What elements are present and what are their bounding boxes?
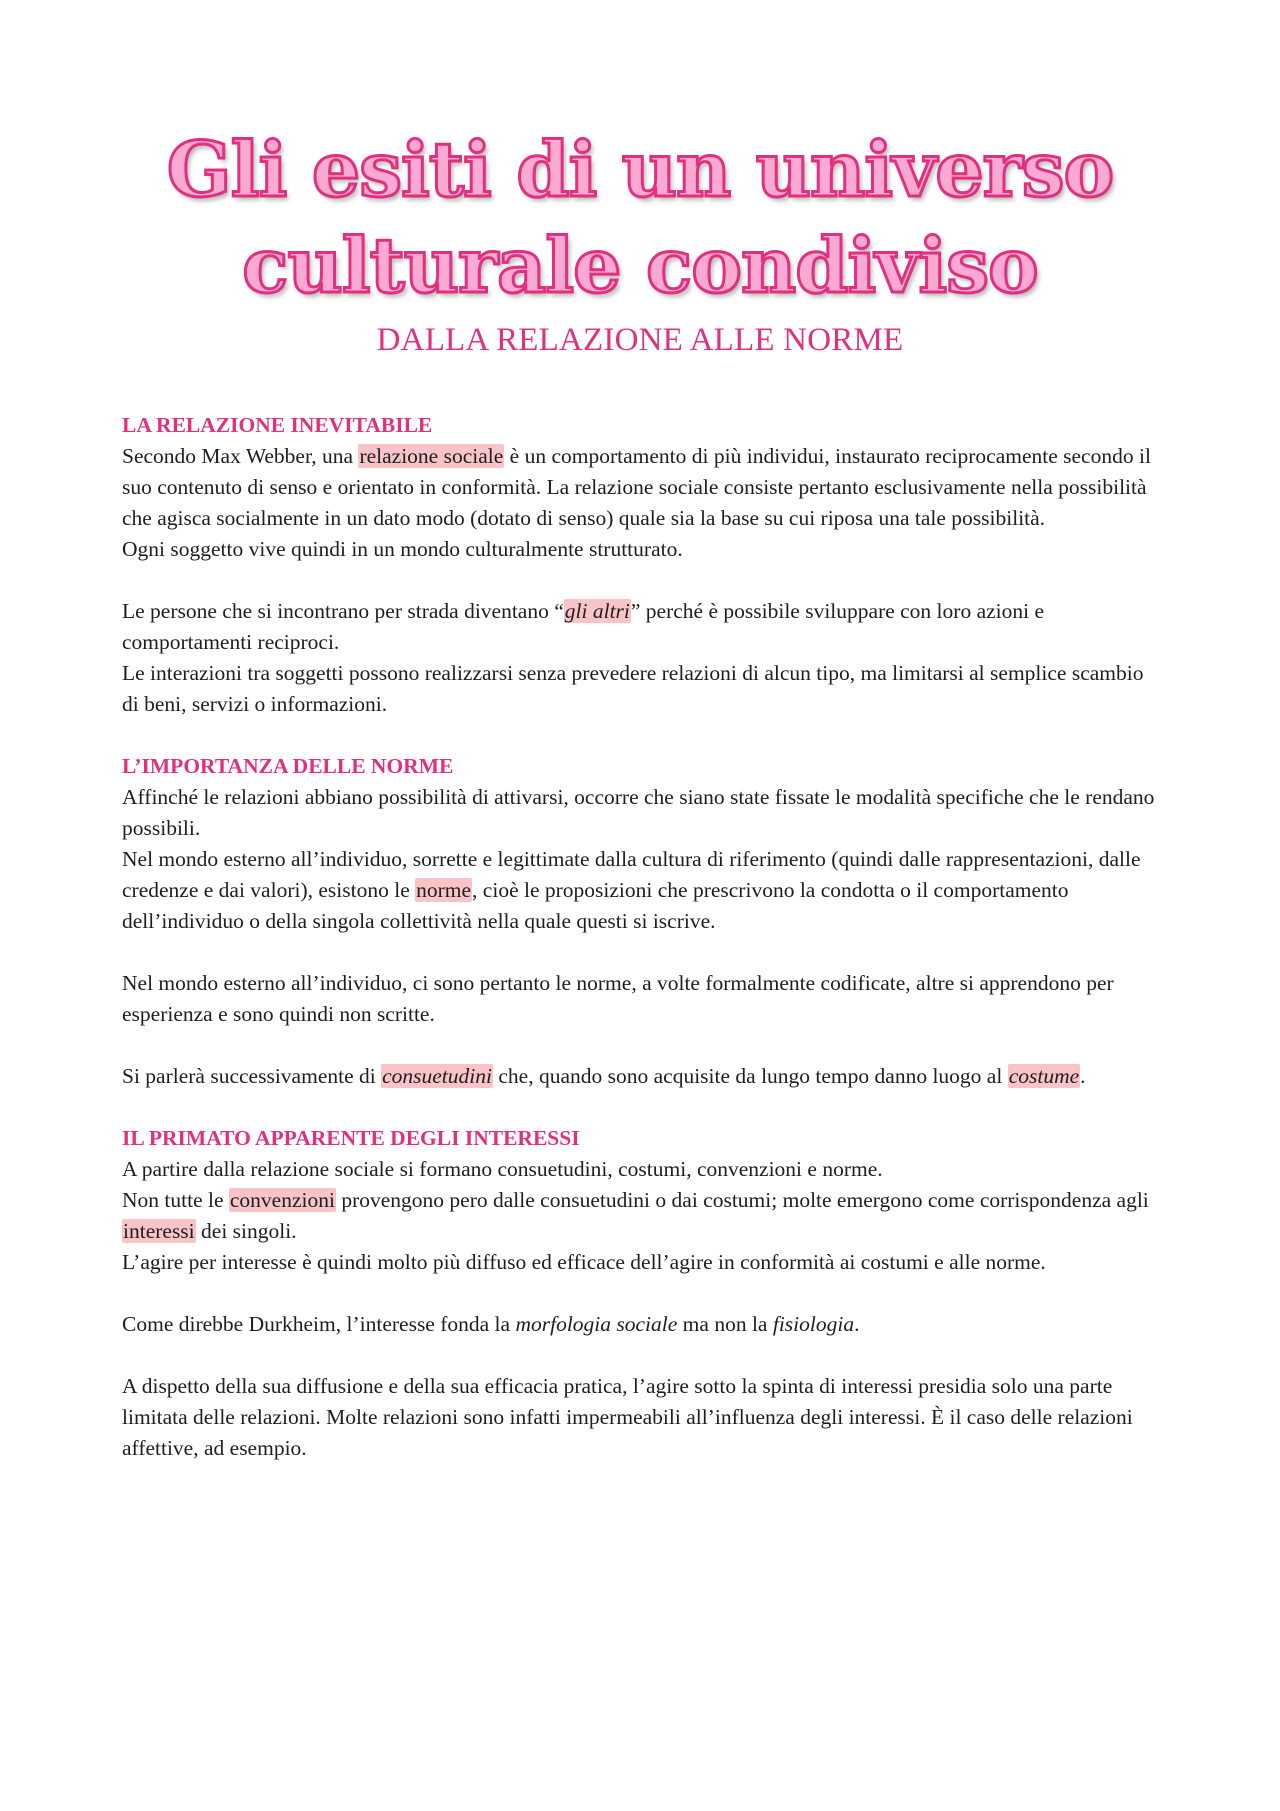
title-line-1: Gli esiti di un universo bbox=[166, 125, 1114, 214]
paragraph: Non tutte le convenzioni provengono pero dalle consuetudini o dai costumi; molte emergono come corrispondenza agli interessi dei singoli. bbox=[122, 1188, 1149, 1243]
section-heading-norme: L’IMPORTANZA DELLE NORME bbox=[122, 754, 454, 778]
section-heading-interessi: IL PRIMATO APPARENTE DEGLI INTERESSI bbox=[122, 1126, 580, 1150]
highlight-interessi: interessi bbox=[123, 1219, 195, 1243]
paragraph: Ogni soggetto vive quindi in un mondo culturalmente strutturato. bbox=[122, 537, 683, 561]
paragraph: Nel mondo esterno all’individuo, ci sono pertanto le norme, a volte formalmente codificate, altre si apprendono per esperienza e sono quindi non scritte. bbox=[122, 971, 1114, 1026]
paragraph: A dispetto della sua diffusione e della sua efficacia pratica, l’agire sotto la spinta di interessi presidia solo una parte limitata delle relazioni. Molte relazioni sono infatti impermeabili all’influenza degli interessi. È il caso delle relazioni affettive, ad esempio. bbox=[122, 1374, 1133, 1460]
highlight-norme: norme bbox=[416, 878, 472, 902]
highlight-gli-altri: gli altri bbox=[564, 599, 630, 623]
highlight-costume: costume bbox=[1008, 1064, 1080, 1088]
paragraph: A partire dalla relazione sociale si formano consuetudini, costumi, convenzioni e norme. bbox=[122, 1157, 883, 1181]
italic-fisiologia: fisiologia bbox=[772, 1312, 855, 1336]
paragraph: Secondo Max Webber, una relazione sociale è un comportamento di più individui, instaurato reciprocamente secondo il suo contenuto di senso e orientato in conformità. La relazione sociale consiste pertanto esclusivamente nella possibilità che agisca socialmente in un dato modo (dotato di senso) quale sia la base su cui riposa una tale possibilità. bbox=[122, 444, 1151, 530]
document-title bbox=[0, 0, 1280, 314]
paragraph: Si parlerà successivamente di consuetudini che, quando sono acquisite da lungo tempo danno luogo al costume. bbox=[122, 1064, 1086, 1088]
paragraph: L’agire per interesse è quindi molto più diffuso ed efficace dell’agire in conformità ai costumi e alle norme. bbox=[122, 1250, 1046, 1274]
document-subtitle: DALLA RELAZIONE ALLE NORME bbox=[376, 322, 904, 358]
paragraph: Le persone che si incontrano per strada diventano “gli altri” perché è possibile sviluppare con loro azioni e comportamenti reciproci. bbox=[122, 599, 1045, 654]
paragraph: Come direbbe Durkheim, l’interesse fonda la morfologia sociale ma non la fisiologia. bbox=[122, 1312, 860, 1336]
italic-morfologia-sociale: morfologia sociale bbox=[515, 1312, 678, 1336]
paragraph: Affinché le relazioni abbiano possibilità di attivarsi, occorre che siano state fissate le modalità specifiche che le rendano possibili. bbox=[122, 785, 1155, 840]
section-heading-relazione: LA RELAZIONE INEVITABILE bbox=[122, 413, 433, 437]
title-line-2: culturale condiviso bbox=[242, 221, 1038, 310]
document-body bbox=[122, 410, 1162, 1464]
highlight-consuetudini: consuetudini bbox=[382, 1064, 492, 1088]
highlight-convenzioni: convenzioni bbox=[229, 1188, 335, 1212]
highlight-relazione-sociale: relazione sociale bbox=[359, 444, 504, 468]
paragraph: Le interazioni tra soggetti possono realizzarsi senza prevedere relazioni di alcun tipo, ma limitarsi al semplice scambio di beni, servizi o informazioni. bbox=[122, 661, 1144, 716]
paragraph: Nel mondo esterno all’individuo, sorrette e legittimate dalla cultura di riferimento (quindi dalle rappresentazioni, dalle credenze e dai valori), esistono le norme, cioè le proposizioni che prescrivono la condotta o il comportamento dell’individuo o della singola collettività nella quale questi si iscrive. bbox=[122, 847, 1141, 933]
